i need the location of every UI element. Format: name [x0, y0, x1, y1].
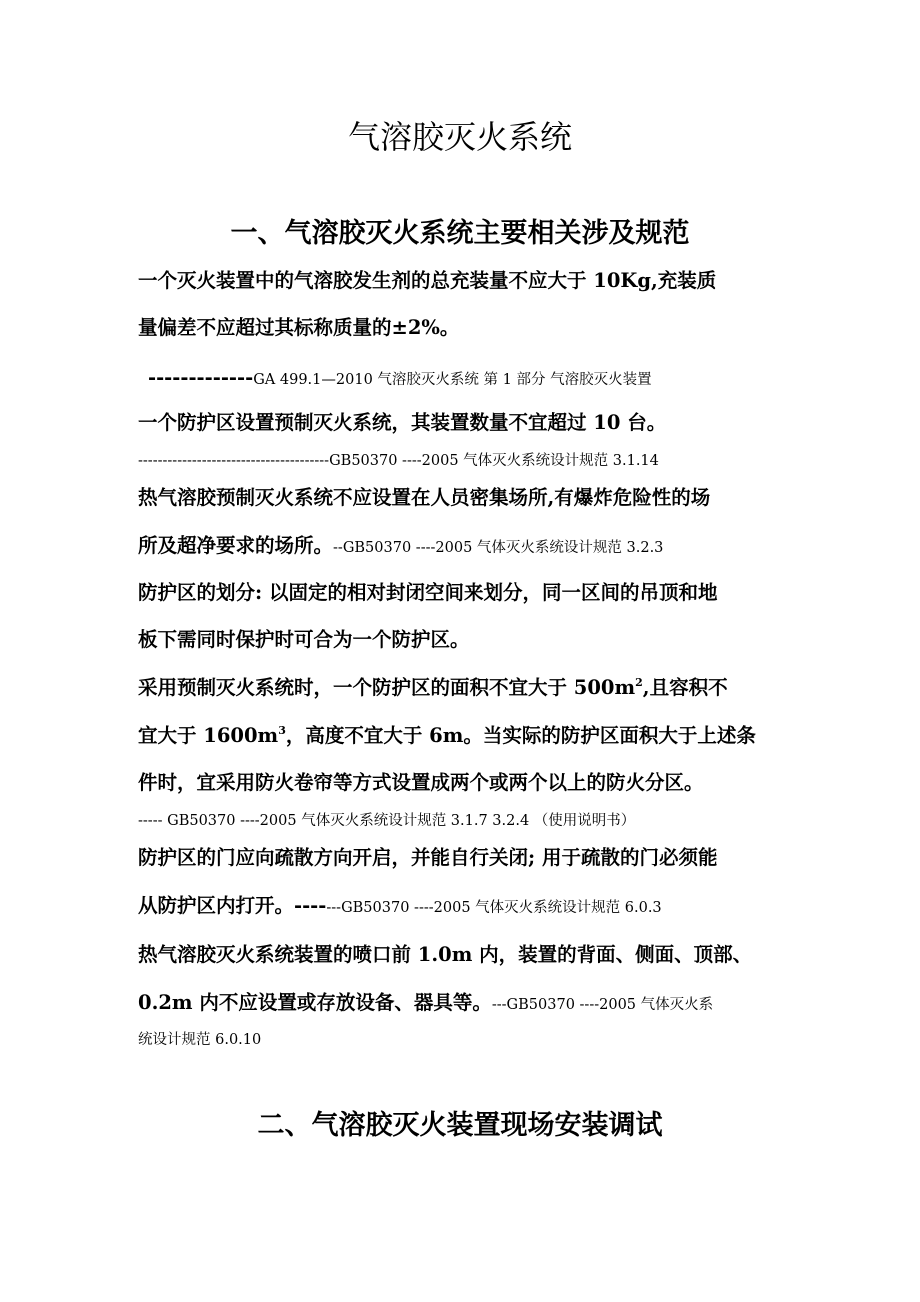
paragraph-line [138, 718, 756, 754]
reference-line: 统设计规范 6.0.10 [138, 1032, 262, 1048]
paragraph-text: 0.2m 内不应设置或存放设备、器具等。 [138, 991, 492, 1014]
superscript: 3 [278, 724, 286, 737]
reference-text: ---GB50370 ----2005 气体灭火系统设计规范 6.0.3 [326, 900, 662, 916]
paragraph-line: 一个灭火装置中的气溶胶发生剂的总充装量不应大于 10Kg,充装质 [138, 269, 717, 292]
paragraph-line [138, 888, 662, 924]
reference-text: GA 499.1—2010 气溶胶灭火系统 第 1 部分 气溶胶灭火装置 [253, 372, 652, 388]
section2-heading: 二、气溶胶灭火装置现场安装调试 [257, 1110, 663, 1141]
paragraph-line [138, 670, 728, 706]
paragraph-text: 所及超净要求的场所。 [138, 534, 334, 557]
paragraph-line: 板下需同时保护时可合为一个防护区。 [138, 628, 470, 651]
section1-heading: 一、气溶胶灭火系统主要相关涉及规范 [230, 218, 690, 249]
document-title: 气溶胶灭火系统 [347, 118, 572, 156]
reference-dashes: ------------- [148, 366, 254, 389]
reference-text: ---GB50370 ----2005 气体灭火系 [491, 997, 714, 1013]
paragraph-text: 从防护区内打开。---- [138, 894, 327, 917]
paragraph-line: 一个防护区设置预制灭火系统，其装置数量不宜超过 10 台。 [138, 411, 667, 434]
paragraph-line [138, 985, 713, 1021]
reference-line: ----- GB50370 ----2005 气体灭火系统设计规范 3.1.7 3.2.4 （使用说明书） [138, 813, 636, 829]
paragraph-line: 热气溶胶预制灭火系统不应设置在人员密集场所,有爆炸危险性的场 [138, 486, 711, 509]
reference-line [148, 360, 652, 396]
paragraph-line [138, 528, 663, 564]
reference-text: --GB50370 ----2005 气体灭火系统设计规范 3.2.3 [333, 540, 664, 556]
paragraph-line: 量偏差不应超过其标称质量的±2%。 [138, 316, 460, 339]
paragraph-line: 防护区的划分: 以固定的相对封闭空间来划分，同一区间的吊顶和地 [138, 581, 718, 604]
reference-line: ---------------------------------------GB50370 ----2005 气体灭火系统设计规范 3.1.14 [138, 453, 659, 469]
paragraph-line: 件时，宜采用防火卷帘等方式设置成两个或两个以上的防火分区。 [138, 771, 704, 794]
paragraph-text: ，高度不宜大于 6m。当实际的防护区面积大于上述条 [285, 724, 756, 747]
paragraph-text: 宜大于 1600m [138, 724, 279, 747]
paragraph-line: 热气溶胶灭火系统装置的喷口前 1.0m 内，装置的背面、侧面、顶部、 [138, 943, 753, 966]
paragraph-text: ,且容积不 [642, 676, 728, 699]
paragraph-text: 采用预制灭火系统时，一个防护区的面积不宜大于 500m [138, 676, 636, 699]
superscript: 2 [635, 676, 643, 689]
paragraph-line: 防护区的门应向疏散方向开启，并能自行关闭; 用于疏散的门必须能 [138, 846, 718, 869]
